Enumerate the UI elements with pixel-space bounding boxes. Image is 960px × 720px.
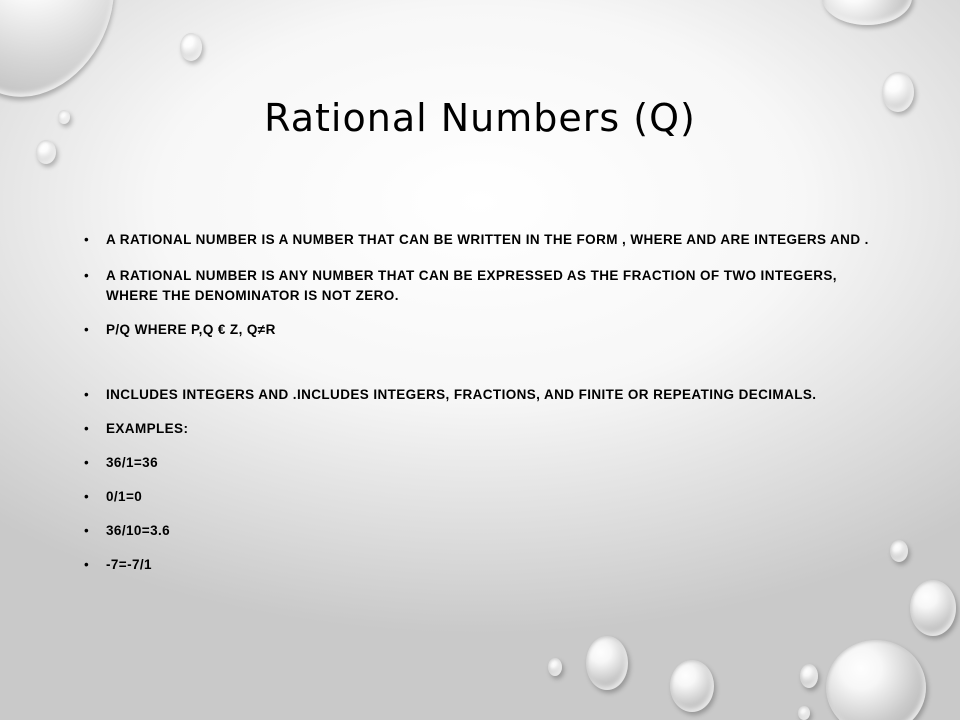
bullet-item: • A RATIONAL NUMBER IS A NUMBER THAT CAN BE WRITTEN IN THE FORM , WHERE AND ARE INTEGERS AND . [84,230,884,250]
bullet-item: • 0/1=0 [84,487,884,507]
water-drop-decoration [670,660,714,712]
water-drop-decoration [800,664,818,688]
bullet-item: • EXAMPLES: [84,419,884,439]
bullet-list [84,230,884,575]
water-drop-decoration [180,33,202,61]
water-drop-decoration [798,706,810,720]
bullet-item: • P/Q WHERE P,Q € Z, Q≠R [84,320,884,340]
bullet-item: • A RATIONAL NUMBER IS ANY NUMBER THAT CAN BE EXPRESSED AS THE FRACTION OF TWO INTEGERS, WHERE THE DENOMINATOR IS NOT ZERO. [84,266,884,306]
bullet-item: • -7=-7/1 [84,555,884,575]
bullet-item: • 36/1=36 [84,453,884,473]
water-drop-decoration [910,580,956,636]
slide-title: Rational Numbers (Q) [264,96,696,140]
water-drop-decoration [548,658,562,676]
water-drop-decoration [826,640,926,720]
water-drop-decoration [586,636,628,690]
water-drop-decoration [890,540,908,562]
bullet-item: • 36/10=3.6 [84,521,884,541]
water-drop-decoration [36,140,56,164]
water-drop-decoration [822,0,912,25]
bullet-item: • INCLUDES INTEGERS AND .INCLUDES INTEGERS, FRACTIONS, AND FINITE OR REPEATING DECIMALS. [84,385,884,405]
